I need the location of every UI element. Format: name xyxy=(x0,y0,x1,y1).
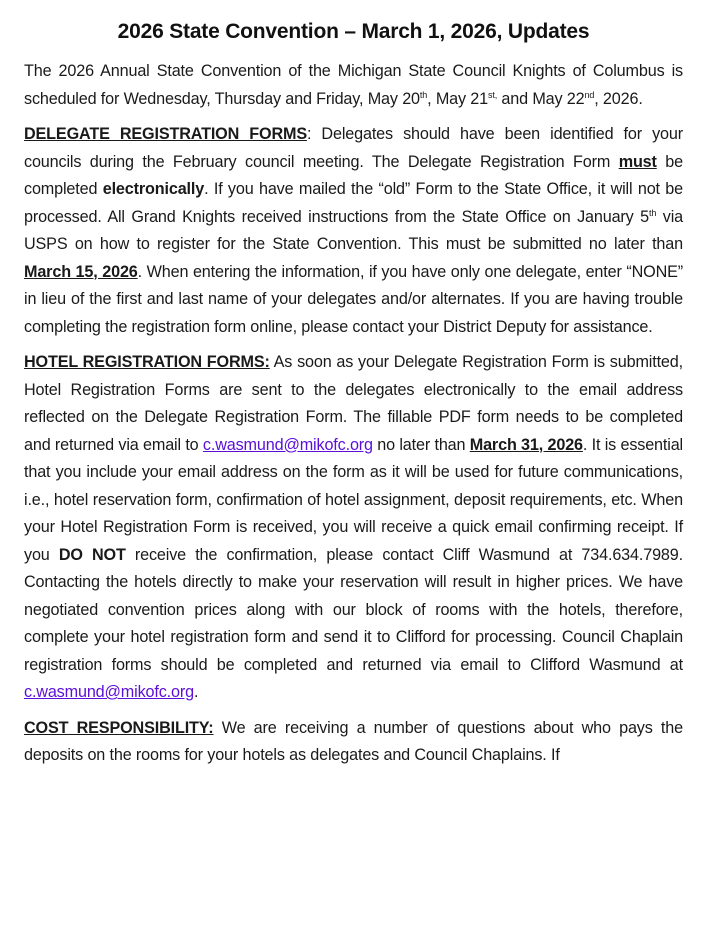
intro-text: and May 22 xyxy=(497,89,585,108)
cost-section xyxy=(24,715,683,770)
delegate-text: be completed xyxy=(24,152,683,198)
intro-text: The 2026 Annual State Convention of the Michigan State Council Knights of Columbus is scheduled for Wednesday, Thursday and Friday, May 20 xyxy=(24,62,683,108)
delegate-section xyxy=(24,121,683,341)
cost-text: We are receiving a number of questions about who pays the deposits on the rooms for your hotels as delegates and Council Chaplains. If xyxy=(24,718,683,764)
emphasis-electronically: electronically xyxy=(102,180,205,198)
email-link[interactable]: c.wasmund@mikofc.org xyxy=(24,683,194,701)
cost-heading: COST RESPONSIBILITY: xyxy=(24,718,214,737)
hotel-section xyxy=(24,349,683,707)
hotel-heading: HOTEL REGISTRATION FORMS: xyxy=(24,353,270,371)
intro-text: , 2026. xyxy=(594,89,643,108)
ordinal-suffix: nd xyxy=(584,89,595,100)
delegate-text: . When entering the information, if you have only one delegate, enter “NONE” in lieu of the first and last name of your delegates and/or alternates. If you are having trouble completing the registration form online, please contact your District Deputy for assistance. xyxy=(24,262,683,336)
hotel-deadline: March 31, 2026 xyxy=(469,435,583,454)
hotel-text: . xyxy=(193,683,199,701)
delegate-text: . If you have mailed the “old” Form to the State Office, it will not be processed. All Grand Knights received instructions from the State Office on January 5 xyxy=(24,180,683,226)
intro-paragraph xyxy=(24,58,683,113)
ordinal-suffix: th xyxy=(649,207,657,218)
ordinal-suffix: th xyxy=(419,89,428,100)
delegate-text: : Delegates should have been identified for your councils during the February council meeting. The Delegate Registration Form xyxy=(24,125,683,171)
delegate-text: via USPS on how to register for the State Convention. This must be submitted no later than xyxy=(24,207,684,253)
emphasis-must: must xyxy=(618,152,657,171)
delegate-deadline: March 15, 2026 xyxy=(24,262,138,281)
ordinal-suffix: st, xyxy=(488,89,498,100)
hotel-text: no later than xyxy=(372,435,470,454)
document-title: 2026 State Convention – March 1, 2026, Updates xyxy=(117,20,590,43)
hotel-text: . It is essential that you include your email address on the form as it will be used for future communications, i.e., hotel reservation form, confirmation of hotel assignment, deposit requirements, etc. When your Hotel Registration Form is received, you will receive a quick email confirming receipt. If you xyxy=(24,435,684,564)
emphasis-do-not: DO NOT xyxy=(58,545,126,564)
email-link[interactable]: c.wasmund@mikofc.org xyxy=(202,435,373,454)
hotel-text: receive the confirmation, please contact Cliff Wasmund at 734.634.7989. Contacting the hotels directly to make your reservation will result in higher prices. We have negotiated convention prices along with our block of rooms with the hotels, therefore, complete your hotel registration form and send it to Clifford for processing. Council Chaplain registration forms should be completed and returned via email to Clifford Wasmund at xyxy=(24,545,683,674)
document-page xyxy=(24,14,683,778)
delegate-heading: DELEGATE REGISTRATION FORMS xyxy=(24,125,307,143)
hotel-text: As soon as your Delegate Registration Form is submitted, Hotel Registration Forms are sent to the delegates electronically to the email address reflected on the Delegate Registration Form. The fillable PDF form needs to be completed and returned via email to xyxy=(24,353,683,454)
intro-text: , May 21 xyxy=(427,89,489,108)
